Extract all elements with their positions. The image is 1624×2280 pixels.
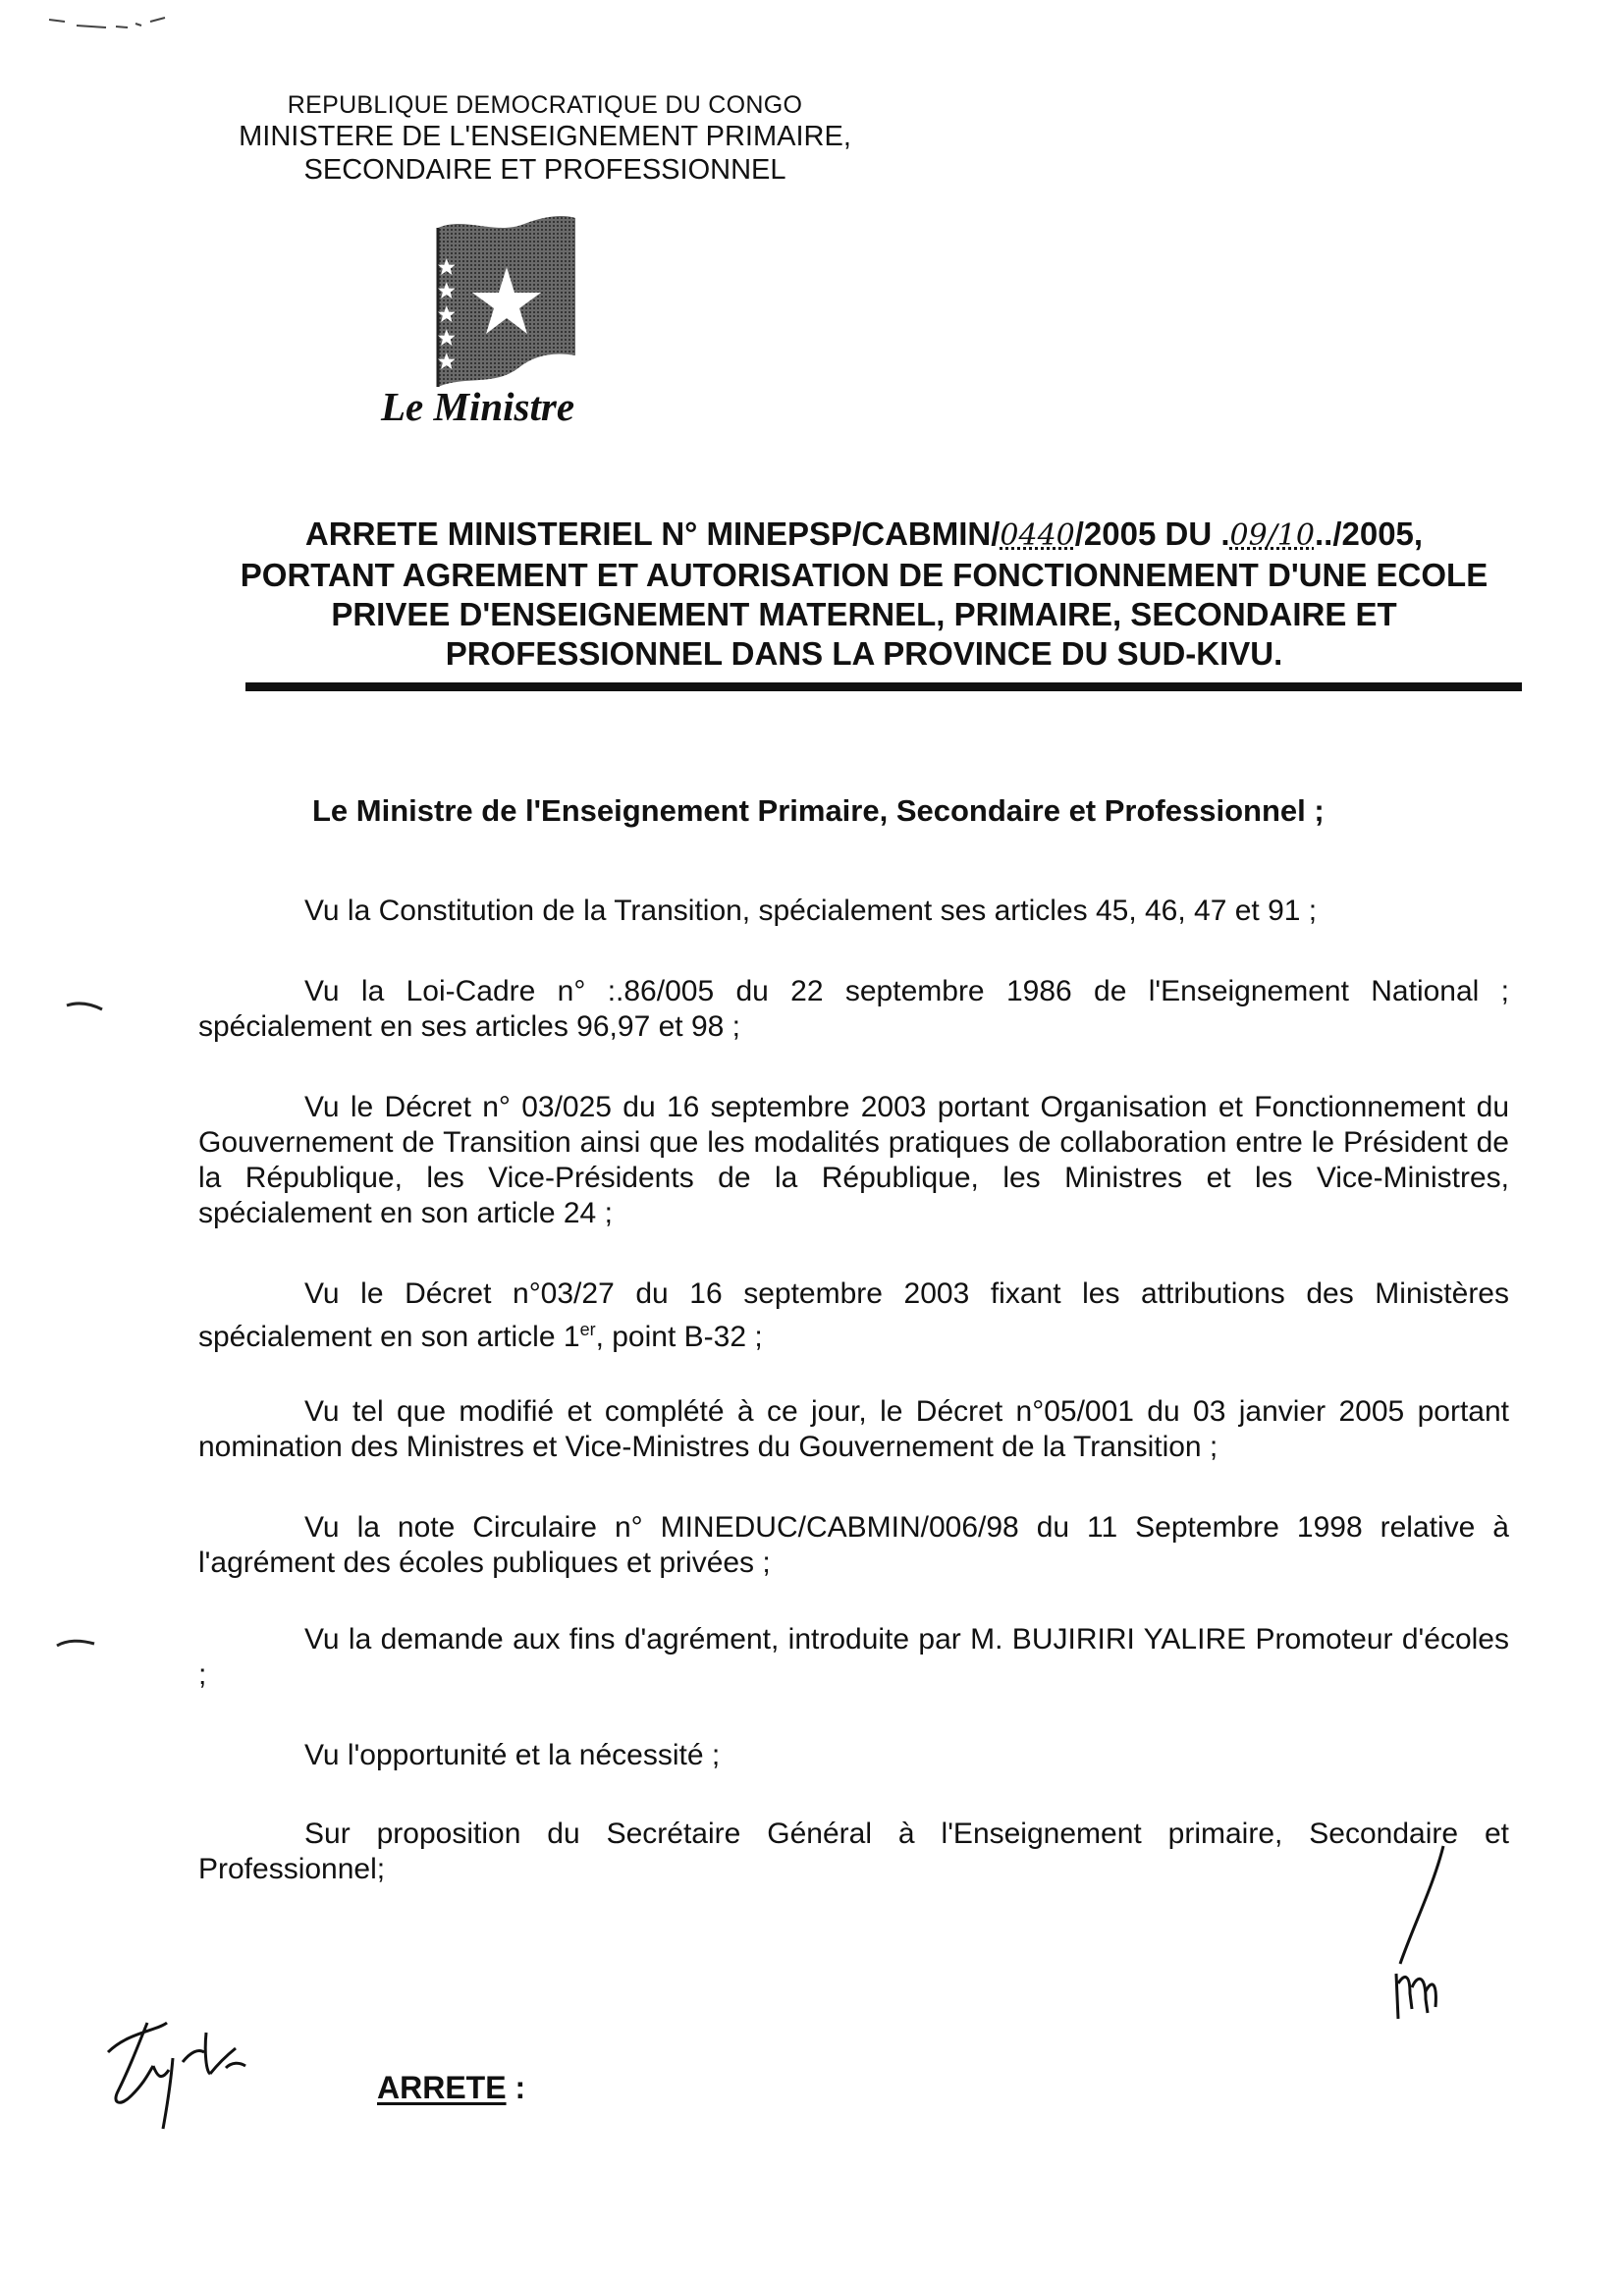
consideration-item (198, 1394, 1509, 1465)
consideration-text: Vu la demande aux fins d'agrément, introduite par M. BUJIRIRI YALIRE Promoteur d'écoles ; (198, 1623, 1509, 1691)
scan-artifact (47, 14, 204, 33)
consideration-text: Vu la Constitution de la Transition, spécialement ses articles 45, 46, 47 et 91 ; (304, 895, 1318, 927)
consideration-item (198, 1090, 1509, 1231)
decree-reference-prefix: ARRETE MINISTERIEL N° MINEPSP/CABMIN/ (304, 516, 1001, 552)
decree-title-line2: PORTANT AGREMENT ET AUTORISATION DE FONCTIONNEMENT D'UNE ECOLE (240, 557, 1489, 593)
consideration-item (198, 894, 1509, 929)
consideration-text: Vu l'opportunité et la nécessité ; (304, 1739, 721, 1771)
consideration-item (198, 1622, 1509, 1693)
handwritten-initials (1375, 1826, 1463, 2042)
superscript: er (579, 1320, 596, 1339)
consideration-item (198, 1738, 1509, 1773)
letterhead (211, 90, 879, 187)
decree-reference-middle: /2005 DU . (1074, 516, 1230, 552)
national-flag-emblem (426, 208, 583, 405)
title-divider (245, 682, 1522, 691)
decree-title (196, 515, 1532, 674)
consideration-item (198, 1817, 1509, 1887)
consideration-item (198, 974, 1509, 1045)
consideration-text: Sur proposition du Secrétaire Général à l'Enseignement primaire, Secondaire et Professionnel; (198, 1818, 1509, 1885)
handwritten-decree-date: 09/10 (1229, 518, 1315, 553)
consideration-text: Vu le Décret n° 03/025 du 16 septembre 2003 portant Organisation et Fonctionnement du Gouvernement de Transition ainsi que les modalités pratiques de collaboration entre le Président de la République, les Vice-Présidents de la République, les Ministres et les Vice-Ministres, spécialement en son article 24 ; (198, 1091, 1509, 1229)
consideration-item (198, 1276, 1509, 1355)
consideration-text: Vu la Loi-Cadre n° :.86/005 du 22 septembre 1986 de l'Enseignement National ; spécialement en ses articles 96,97 et 98 ; (198, 975, 1509, 1043)
ministry-name-line2: SECONDAIRE ET PROFESSIONNEL (303, 154, 786, 186)
handwritten-signature (88, 2013, 285, 2131)
margin-mark (53, 1634, 102, 1654)
preamble: Le Ministre de l'Enseignement Primaire, Secondaire et Professionnel ; (312, 793, 1325, 828)
arrete-label: ARRETE (377, 2070, 507, 2105)
consideration-text: Vu tel que modifié et complété à ce jour, le Décret n°05/001 du 03 janvier 2005 portant nomination des Ministres et Vice-Ministres du Gouvernement de la Transition ; (198, 1395, 1509, 1463)
decree-reference-suffix: ../2005, (1314, 516, 1424, 552)
margin-mark (63, 998, 112, 1017)
arrete-heading (377, 2070, 525, 2106)
consideration-text-tail: , point B-32 ; (595, 1321, 763, 1353)
decree-reference-line (196, 515, 1532, 556)
decree-title-line4: PROFESSIONNEL DANS LA PROVINCE DU SUD-KIVU. (445, 635, 1283, 672)
arrete-colon: : (506, 2070, 526, 2105)
minister-title: Le Ministre (381, 384, 575, 429)
consideration-text: Vu la note Circulaire n° MINEDUC/CABMIN/006/98 du 11 Septembre 1998 relative à l'agrément des écoles publiques et privées ; (198, 1511, 1509, 1579)
decree-title-line3: PRIVEE D'ENSEIGNEMENT MATERNEL, PRIMAIRE, SECONDAIRE ET (331, 596, 1397, 632)
consideration-text: Vu le Décret n°03/27 du 16 septembre 2003 fixant les attributions des Ministères spécialement en son article 1 (198, 1277, 1509, 1353)
ministry-name-line1: MINISTERE DE L'ENSEIGNEMENT PRIMAIRE, (239, 121, 851, 152)
country-name: REPUBLIQUE DEMOCRATIQUE DU CONGO (287, 91, 803, 119)
consideration-item (198, 1510, 1509, 1581)
handwritten-decree-number: 0440 (1000, 518, 1075, 553)
